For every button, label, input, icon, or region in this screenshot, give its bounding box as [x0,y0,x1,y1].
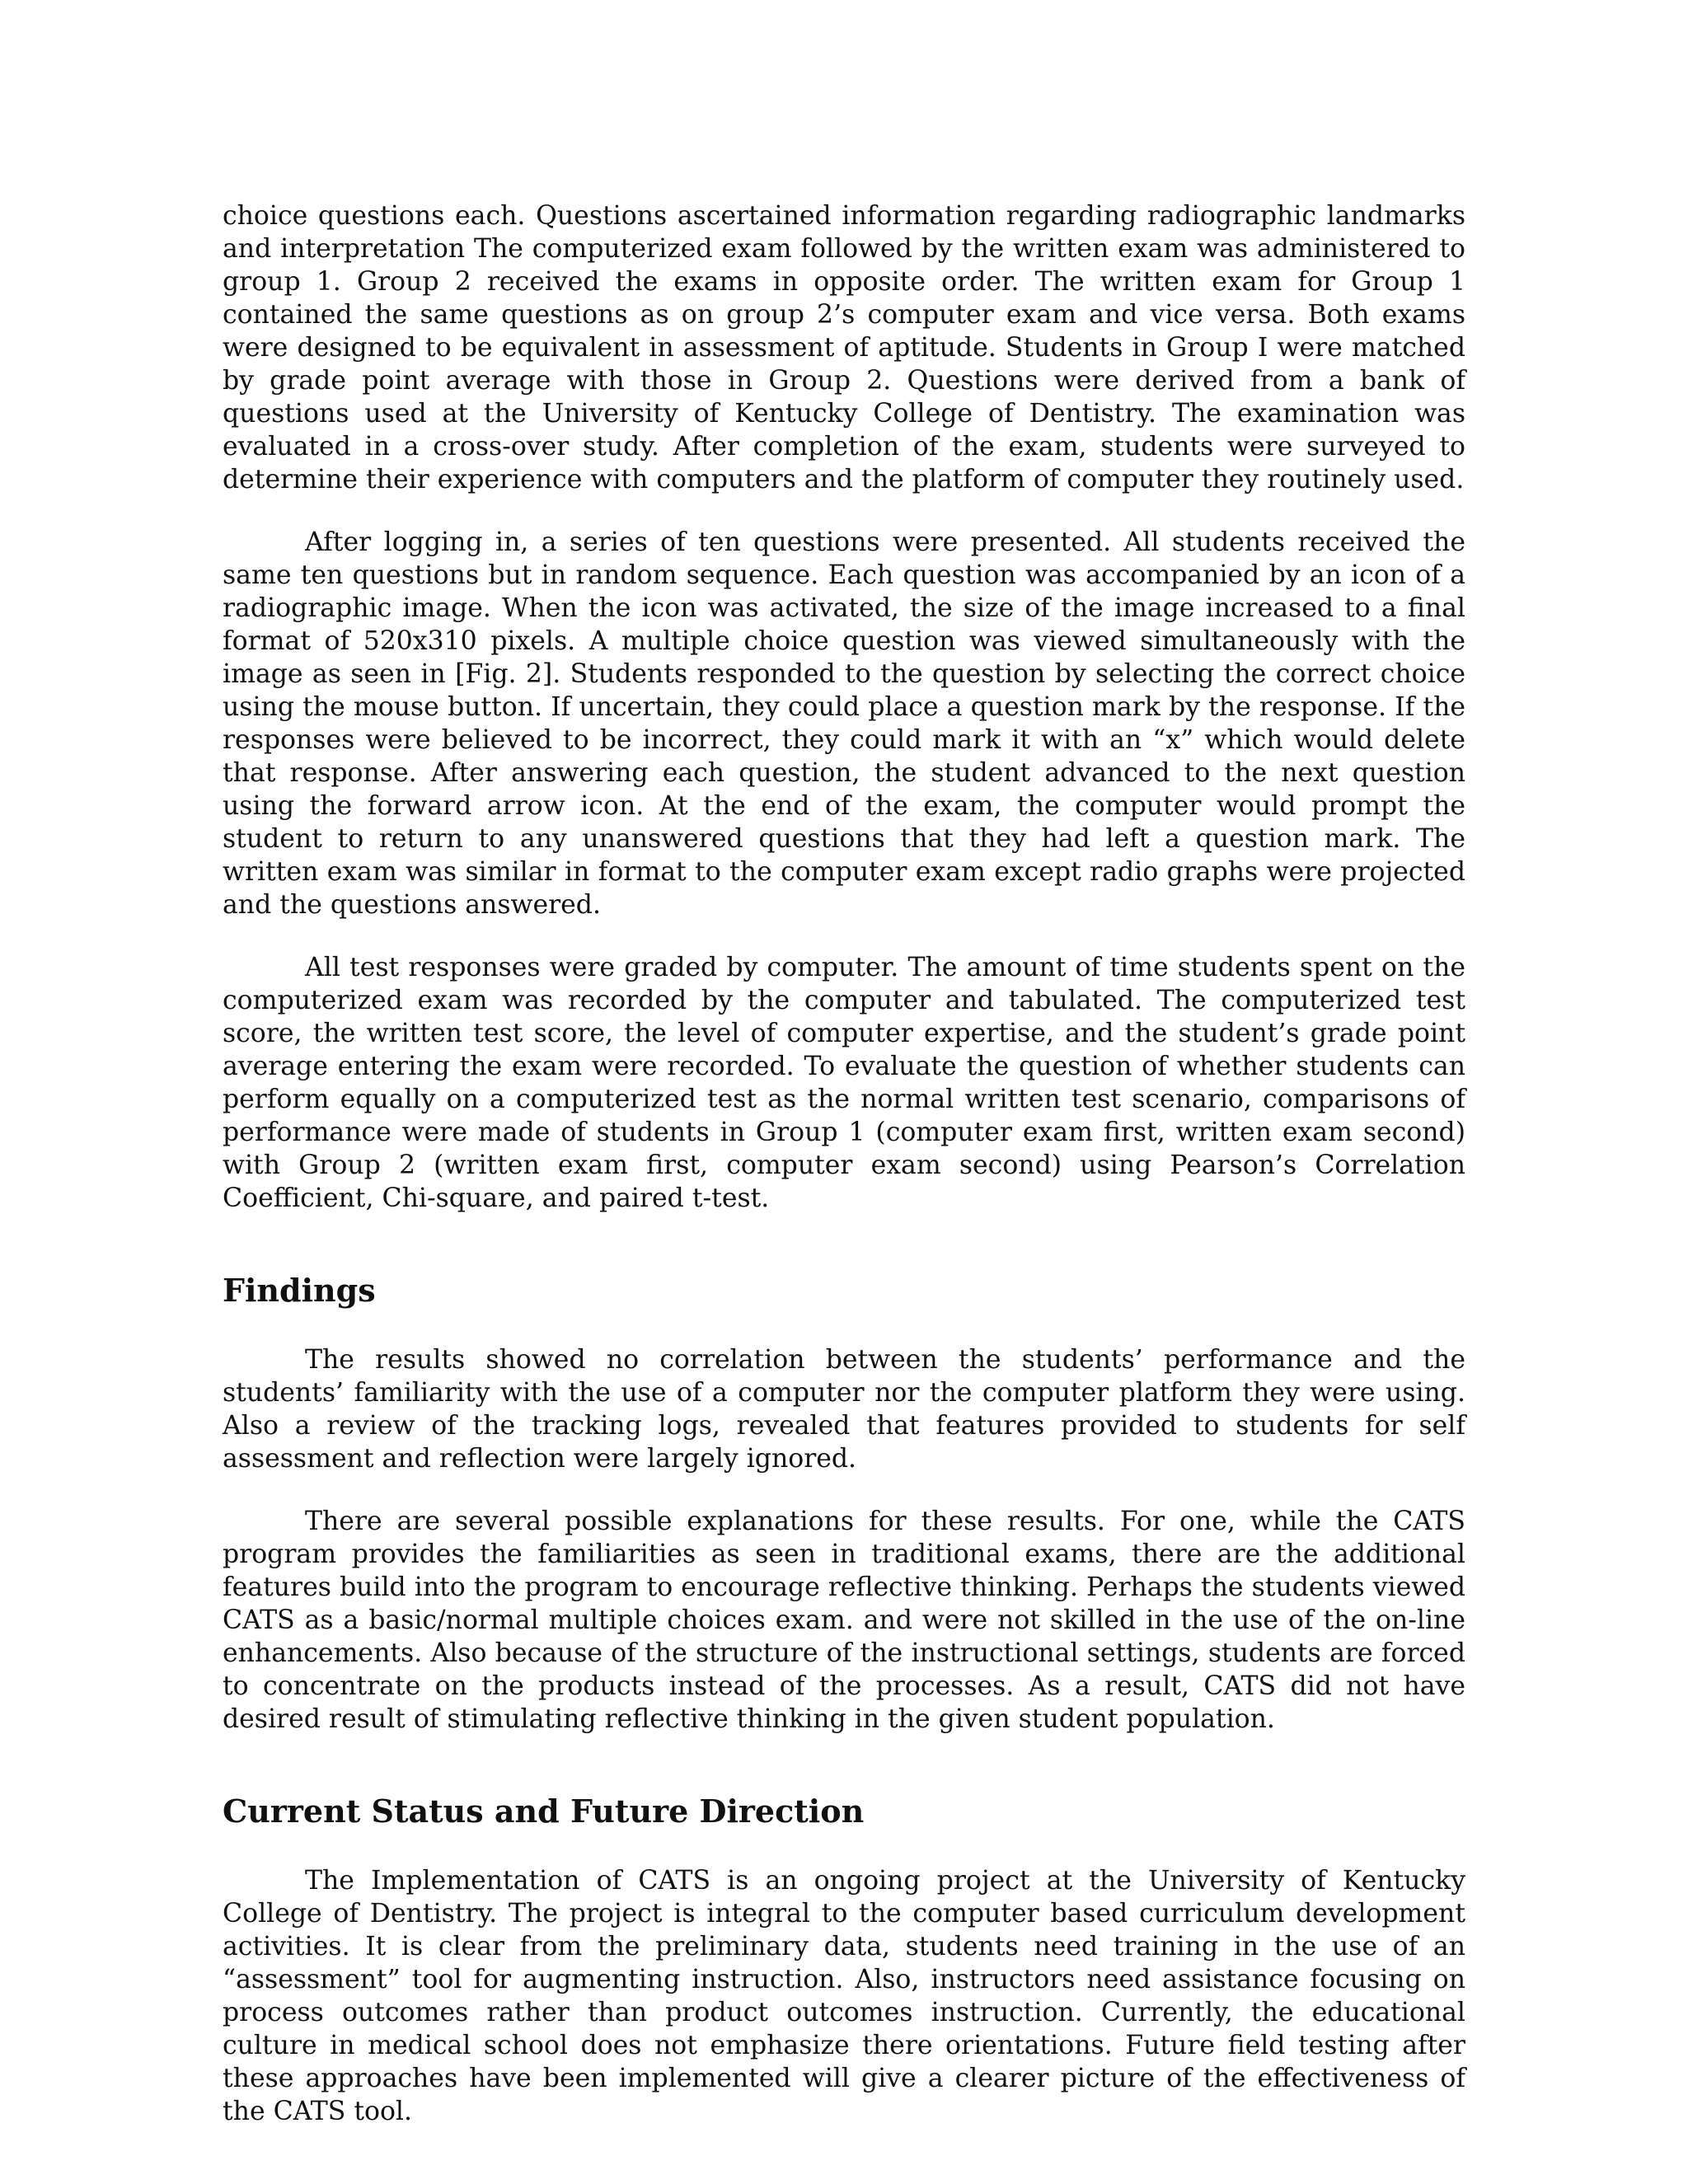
document-page [223,199,1465,2128]
section-gap [223,1736,1465,1792]
findings-paragraph-1: The results showed no correlation between the students’ performance and the students’ familiarity with the use of a computer nor the computer platform they were using. Also a review of the tracking logs, revealed that features provided to students for self assessment and reflection were largely ignored. [223,1345,1465,1474]
methods-paragraph-1: choice questions each. Questions ascertained information regarding radiographic landmarks and interpretation The computerized exam followed by the written exam was administered to group 1. Group 2 received the exams in opposite order. The written exam for Group 1 contained the same questions as on group 2’s computer exam and vice versa. Both exams were designed to be equivalent in assessment of aptitude. Students in Group I were matched by grade point average with those in Group 2. Questions were derived from a bank of questions used at the University of Kentucky College of Dentistry. The examination was evaluated in a cross-over study. After completion of the exam, students were surveyed to determine their experience with computers and the platform of computer they routinely used. [223,201,1465,494]
heading-gap [223,1831,1465,1864]
methods-paragraph-3: All test responses were graded by computer. The amount of time students spent on the computerized exam was recorded by the computer and tabulated. The computerized test score, the written test score, the level of computer expertise, and the student’s grade point average entering the exam were recorded. To evaluate the question of whether students can perform equally on a computerized test as the normal written test scenario, comparisons of performance were made of students in Group 1 (computer exam first, written exam second) with Group 2 (written exam first, computer exam second) using Pearson’s Correlation Coefficient, Chi-square, and paired t-test. [223,953,1465,1213]
paragraph-gap [223,921,1465,951]
findings-paragraph-2: There are several possible explanations for these results. For one, while the CATS program provides the familiarities as seen in traditional exams, there are the additional features build into the program to encourage reflective thinking. Perhaps the students viewed CATS as a basic/normal multiple choices exam. and were not skilled in the use of the on-line enhancements. Also because of the structure of the instructional settings, students are forced to concentrate on the products instead of the processes. As a result, CATS did not have desired result of stimulating reflective thinking in the given student population. [223,1507,1465,1734]
findings-heading: Findings [223,1272,376,1309]
heading-gap [223,1310,1465,1343]
methods-paragraph-2: After logging in, a series of ten questions were presented. All students received the same ten questions but in random sequence. Each question was accompanied by an icon of a radiographic image. When the icon was activated, the size of the image increased to a final format of 520x310 pixels. A multiple choice question was viewed simultaneously with the image as seen in [Fig. 2]. Students responded to the question by selecting the correct choice using the mouse button. If uncertain, they could place a question mark by the response. If the responses were believed to be incorrect, they could mark it with an “x” which would delete that response. After answering each question, the student advanced to the next question using the forward arrow icon. At the end of the exam, the computer would prompt the student to return to any unanswered questions that they had left a question mark. The written exam was similar in format to the computer exam except radio graphs were projected and the questions answered. [223,527,1465,920]
current-status-heading: Current Status and Future Direction [223,1793,865,1830]
section-gap [223,1215,1465,1271]
current-status-paragraph-1: The Implementation of CATS is an ongoing project at the University of Kentucky College of Dentistry. The project is integral to the computer based curriculum development activities. It is clear from the preliminary data, students need training in the use of an “assessment” tool for augmenting instruction. Also, instructors need assistance focusing on process outcomes rather than product outcomes instruction. Currently, the educational culture in medical school does not emphasize there orientations. Future field testing after these approaches have been implemented will give a clearer picture of the effectiveness of the CATS tool. [223,1866,1465,2126]
paragraph-gap [223,1475,1465,1505]
paragraph-gap [223,496,1465,526]
